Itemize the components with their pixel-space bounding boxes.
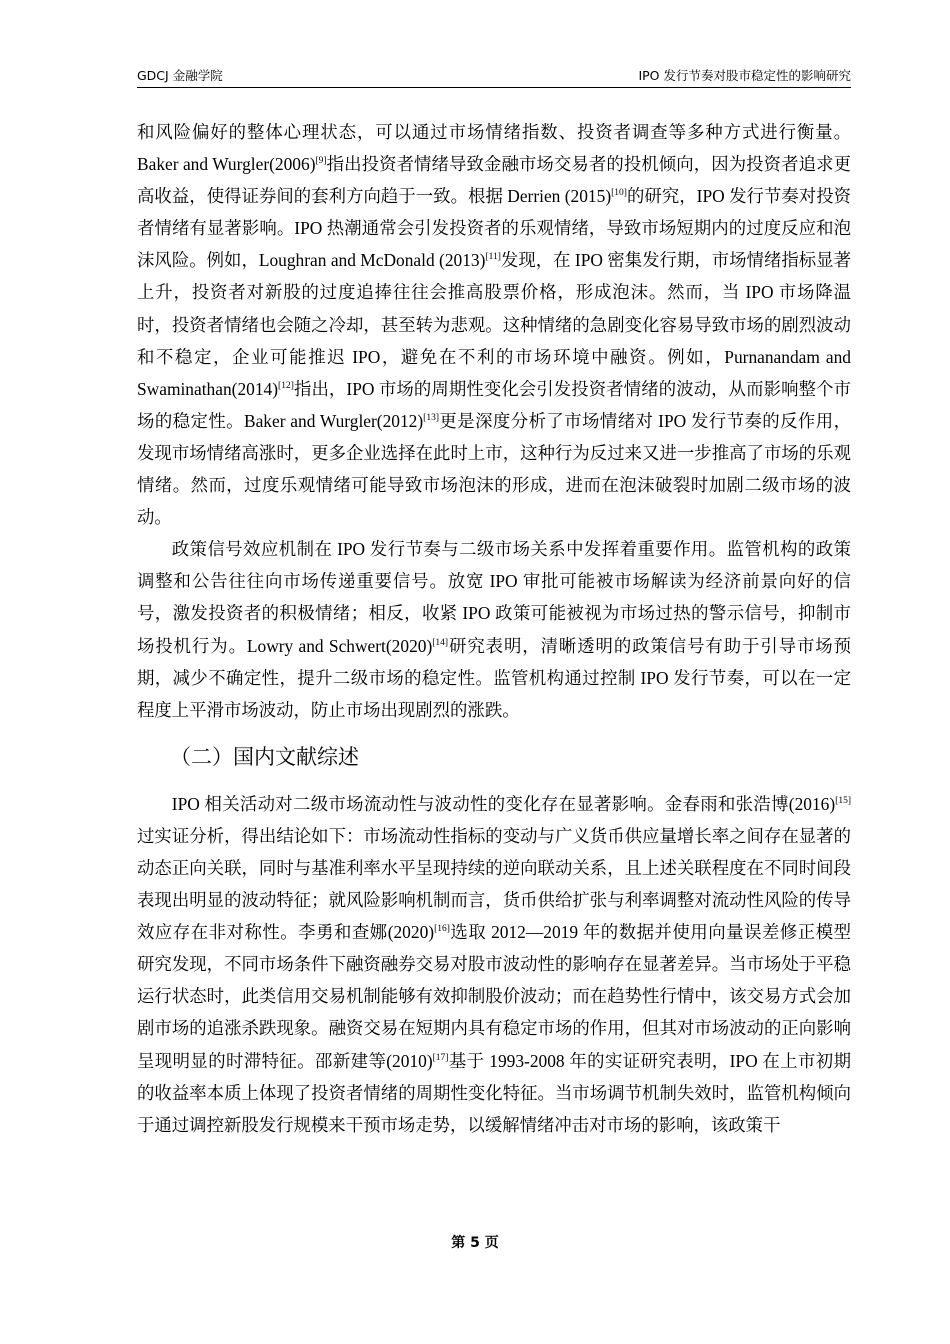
citation-ref: [14] <box>432 637 449 648</box>
citation-ref: [10] <box>611 188 627 199</box>
citation-ref: [13] <box>423 413 439 424</box>
page-number: 第 5 页 <box>451 1235 499 1251</box>
page-header <box>137 68 851 88</box>
citation-ref: [9] <box>315 156 327 167</box>
domestic-literature-section <box>137 788 851 1141</box>
body-paragraph: 政策信号效应机制在 IPO 发行节奏与二级市场关系中发挥着重要作用。监管机构的政策调整和公告往往向市场传递重要信号。放宽 IPO 审批可能被市场解读为经济前景向好的信号，激发投资者的积极情绪；相反，收紧 IPO 政策可能被视为市场过热的警示信号，抑制市场投机行为。Lowry and Schwert(2020)[14]研究表明，清晰透明的政策信号有助于引导市场预期，减少不确定性，提升二级市场的稳定性。监管机构通过控制 IPO 发行节奏，可以在一定程度上平滑市场波动，防止市场出现剧烈的涨跌。 <box>137 539 851 720</box>
citation-ref: [15] <box>835 795 851 806</box>
header-institution: GDCJ 金融学院 <box>137 68 223 83</box>
citation-ref: [17] <box>432 1052 449 1063</box>
foreign-literature-section <box>137 116 851 726</box>
citation-ref: [11] <box>485 252 501 263</box>
body-paragraph: IPO 相关活动对二级市场流动性与波动性的变化存在显著影响。金春雨和张浩博(2016)[15]过实证分析，得出结论如下：市场流动性指标的变动与广义货币供应量增长率之间存在显著的动态正向关联，同时与基准利率水平呈现持续的逆向联动关系，且上述关联程度在不同时间段表现出明显的波动特征；就风险影响机制而言，货币供给扩张与利率调整对流动性风险的传导效应存在非对称性。李勇和查娜(2020)[16]选取 2012—2019 年的数据并使用向量误差修正模型研究发现，不同市场条件下融资融券交易对股市波动性的影响存在显著差异。当市场处于平稳运行状态时，此类信用交易机制能够有效抑制股价波动；而在趋势性行情中，该交易方式会加剧市场的追涨杀跌现象。融资交易在短期内具有稳定市场的作用，但其对市场波动的正向影响呈现明显的时滞特征。邵新建等(2010)[17]基于 1993-2008 年的实证研究表明，IPO 在上市初期的收益率本质上体现了投资者情绪的周期性变化特征。当市场调节机制失效时，监管机构倾向于通过调控新股发行规模来干预市场走势，以缓解情绪冲击对市场的影响，该政策干 <box>137 793 852 1135</box>
section-heading: （二）国内文献综述 <box>170 744 359 769</box>
citation-ref: [12] <box>278 380 294 391</box>
page-body <box>137 116 851 1141</box>
citation-ref: [16] <box>434 924 450 935</box>
body-paragraph: 和风险偏好的整体心理状态，可以通过市场情绪指数、投资者调查等多种方式进行衡量。Baker and Wurgler(2006)[9]指出投资者情绪导致金融市场交易者的投机倾向，因为投资者追求更高收益，使得证券间的套利方向趋于一致。根据 Derrien (2015)[10]的研究，IPO 发行节奏对投资者情绪有显著影响。IPO 热潮通常会引发投资者的乐观情绪，导致市场短期内的过度反应和泡沫风险。例如，Loughran and McDonald (2013)[11]发现，在 IPO 密集发行期，市场情绪指标显著上升，投资者对新股的过度追捧往往会推高股票价格，形成泡沫。然而，当 IPO 市场降温时，投资者情绪也会随之冷却，甚至转为悲观。这种情绪的急剧变化容易导致市场的剧烈波动和不稳定，企业可能推迟 IPO，避免在不利的市场环境中融资。例如，Purnanandam and Swaminathan(2014)[12]指出，IPO 市场的周期性变化会引发投资者情绪的波动，从而影响整个市场的稳定性。Baker and Wurgler(2012)[13]更是深度分析了市场情绪对 IPO 发行节奏的反作用，发现市场情绪高涨时，更多企业选择在此时上市，这种行为反过来又进一步推高了市场的乐观情绪。然而，过度乐观情绪可能导致市场泡沫的形成，进而在泡沫破裂时加剧二级市场的波动。 <box>137 122 852 528</box>
header-paper-title: IPO 发行节奏对股市稳定性的影响研究 <box>638 68 851 83</box>
